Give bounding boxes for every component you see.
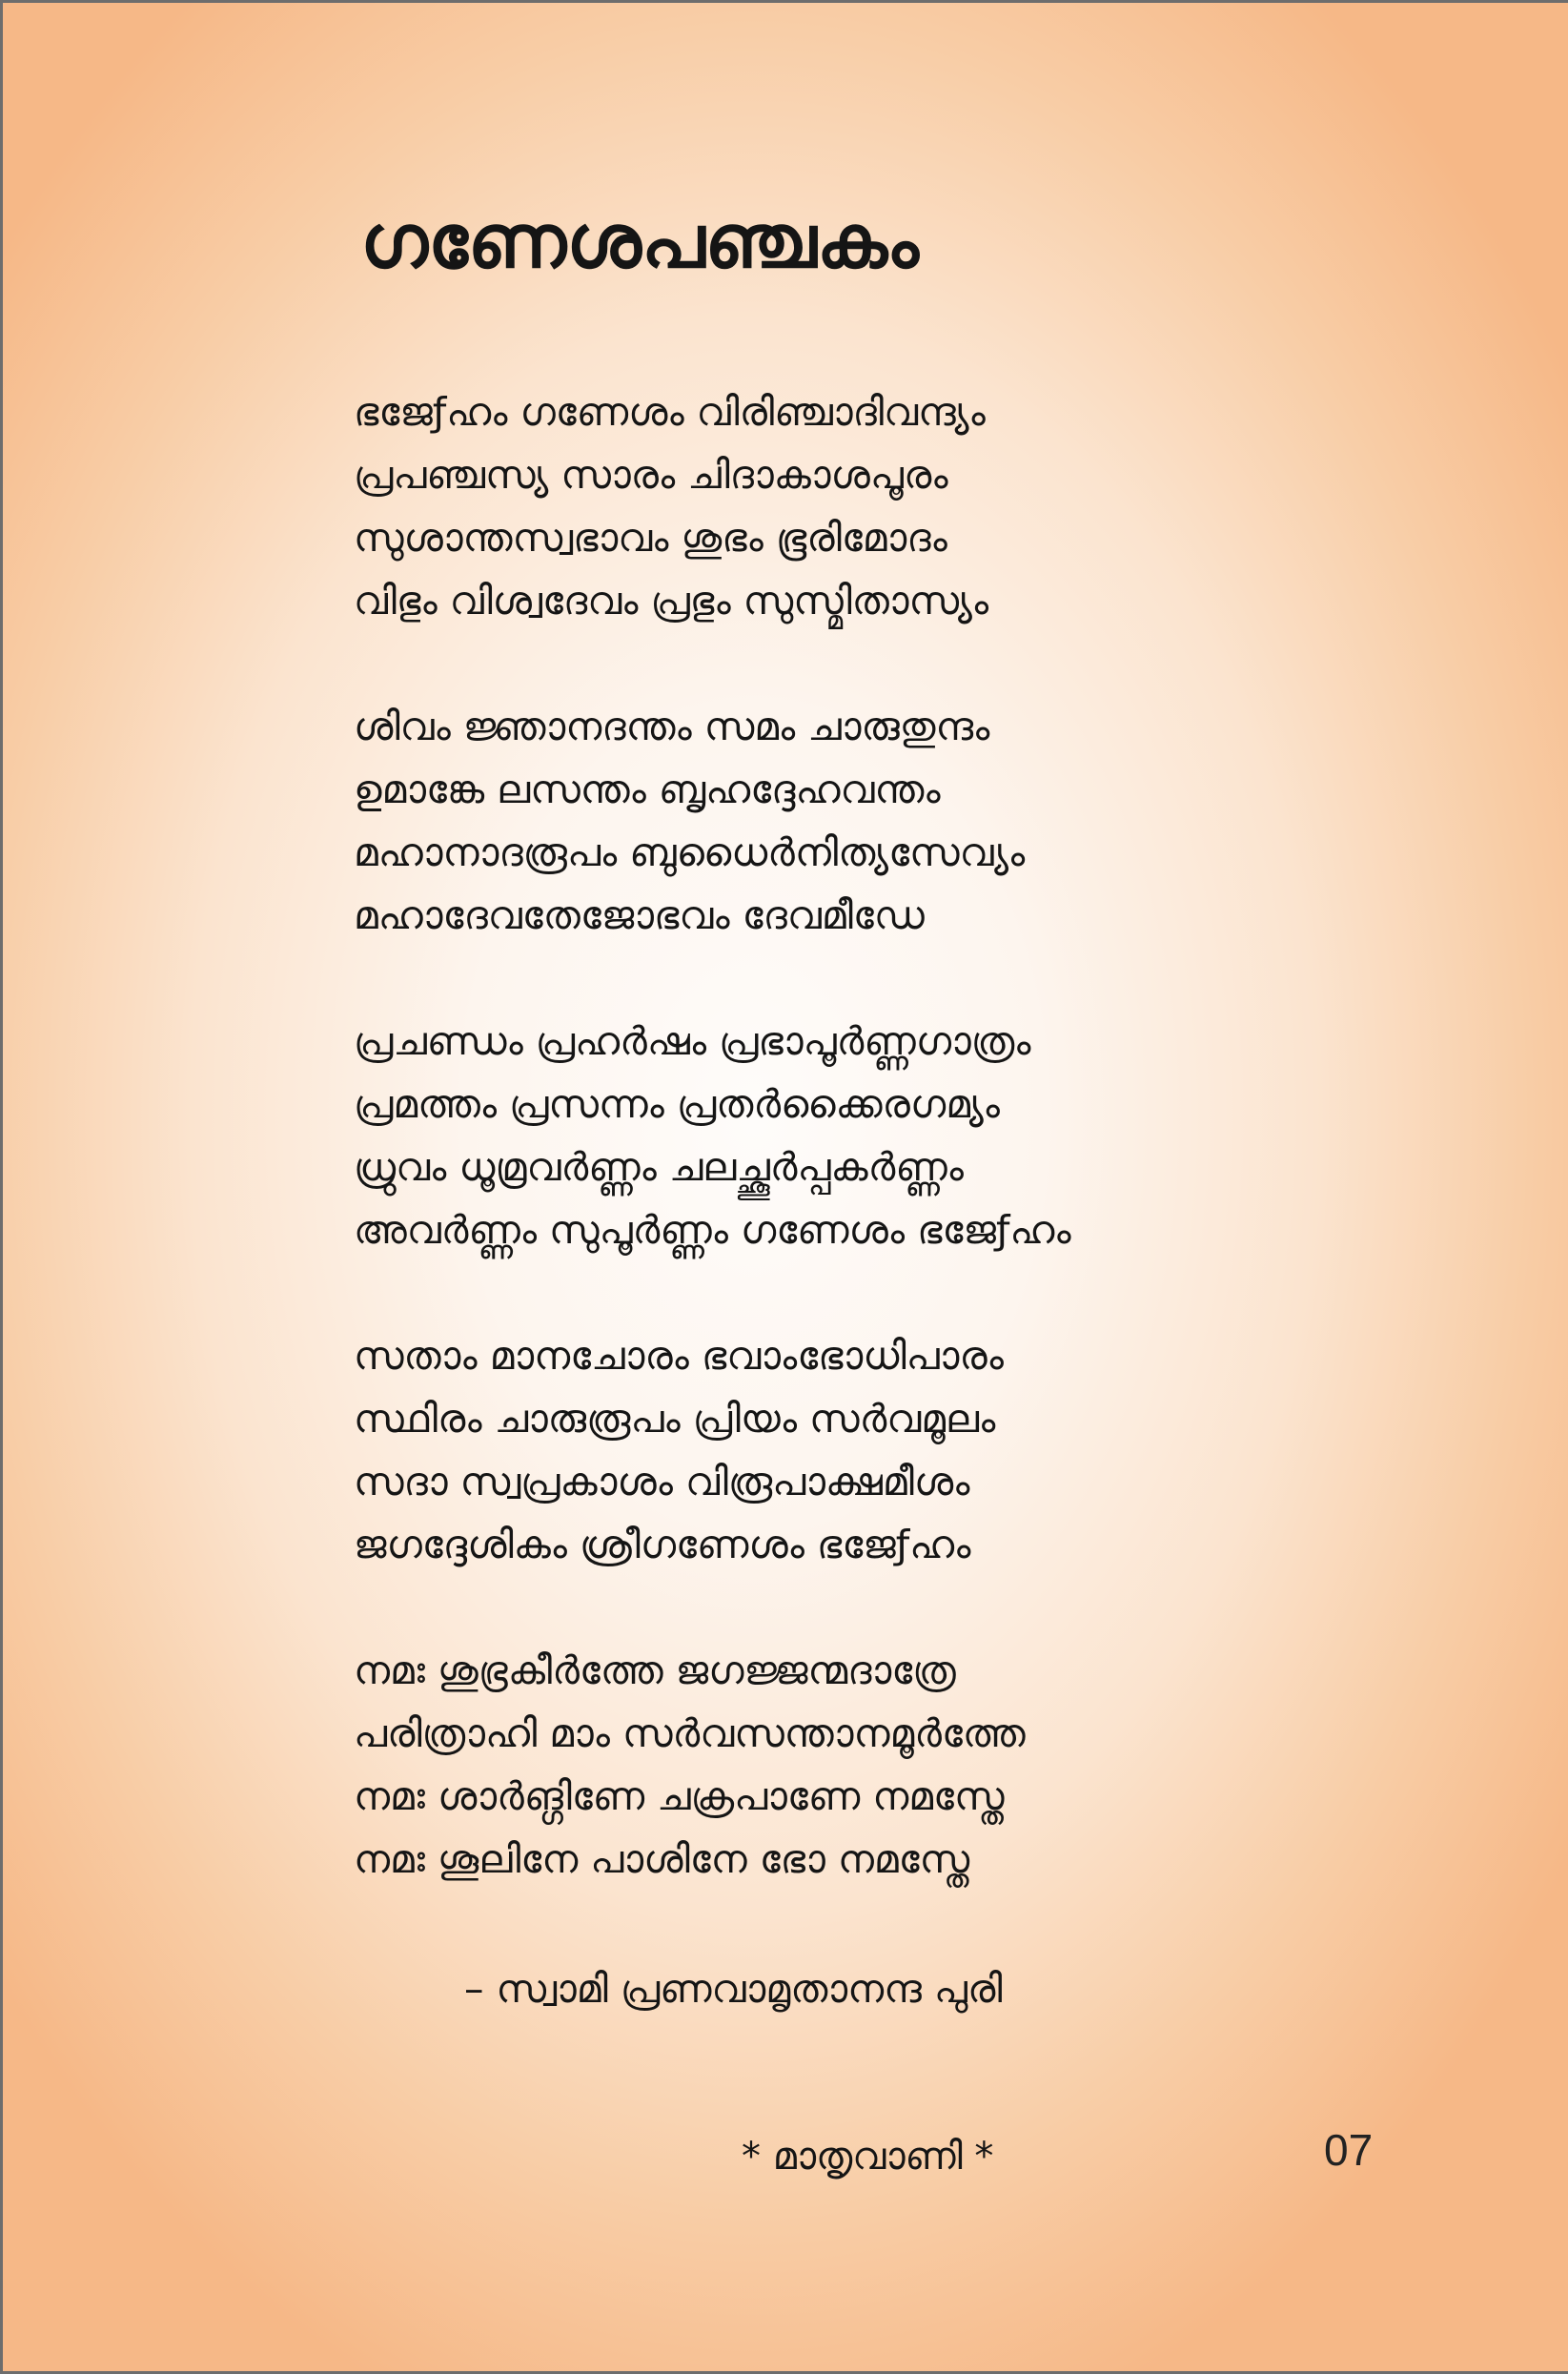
verse-line: ധ്രുവം ധൂമ്രവർണ്ണം ചലച്ഛൂർപ്പകർണ്ണം: [354, 1144, 964, 1190]
verse-line: ശിവം ജ്ഞാനദന്തം സമം ചാരുതുന്ദം: [354, 704, 990, 749]
verse-line: ജഗദ്ദേശികം ശ്രീഗണേശം ഭജേƒഹം: [354, 1522, 971, 1567]
verse-line: പരിത്രാഹി മാം സർവസന്താനമൂർത്തേ: [354, 1710, 1026, 1756]
stanza: [354, 1010, 1307, 1261]
verse-line: നമഃ ശുഭ്രകീർത്തേ ജഗജ്ജന്മദാത്രേ: [354, 1647, 956, 1693]
poem-title: ഗണേശപഞ്ചകം: [360, 199, 919, 285]
verse-line: നമഃ ശൂലിനേ പാശിനേ ഭോ നമസ്തേ: [354, 1836, 970, 1882]
poem-body: [354, 380, 1307, 1954]
verse-line: സദാ സ്വപ്രകാശം വിരൂപാക്ഷമീശം: [354, 1459, 970, 1504]
publication-footer: * മാതൃവാണി *: [742, 2135, 994, 2179]
verse-line: പ്രപഞ്ചസ്യ സാരം ചിദാകാശപൂരം: [354, 452, 948, 498]
verse-line: പ്രമത്തം പ്രസന്നം പ്രതർക്കൈരഗമ്യം: [354, 1081, 1000, 1127]
verse-line: സ്ഥിരം ചാരുരൂപം പ്രിയം സർവമൂലം: [354, 1396, 996, 1442]
verse-line: നമഃ ശാർങ്ഗിണേ ചക്രപാണേ നമസ്തേ: [354, 1773, 1005, 1819]
verse-line: അവർണ്ണം സുപൂർണ്ണം ഗണേശം ഭജേƒഹം: [354, 1207, 1071, 1253]
page-number: 07: [1324, 2125, 1374, 2175]
verse-line: ഉമാങ്കേ ലസന്തം ബൃഹദ്ദേഹവന്തം: [354, 767, 941, 812]
verse-line: വിഭും വിശ്വദേവം പ്രഭും സുസ്മിതാസ്യം: [354, 578, 989, 624]
verse-line: ഭജേƒഹം ഗണേശം വിരിഞ്ചാദിവന്ദ്യം: [354, 389, 986, 435]
verse-line: മഹാനാദരൂപം ബുധൈർനിത്യസേവ്യം: [354, 829, 1026, 875]
stanza: [354, 380, 1307, 632]
author-attribution: – സ്വാമി പ്രണവാമൃതാനന്ദ പുരി: [464, 1966, 1003, 2012]
verse-line: സുശാന്തസ്വഭാവം ശുഭം ഭൂരിമോദം: [354, 515, 947, 561]
verse-line: പ്രചണ്ഡം പ്രഹർഷം പ്രഭാപൂർണ്ണഗാത്രം: [354, 1018, 1031, 1064]
stanza: [354, 1324, 1307, 1576]
verse-line: സതാം മാനചോരം ഭവാംഭോധിപാരം: [354, 1333, 1004, 1379]
stanza: [354, 1639, 1307, 1891]
verse-line: മഹാദേവതേജോഭവം ദേവമീഡേ: [354, 892, 925, 938]
stanza: [354, 695, 1307, 947]
